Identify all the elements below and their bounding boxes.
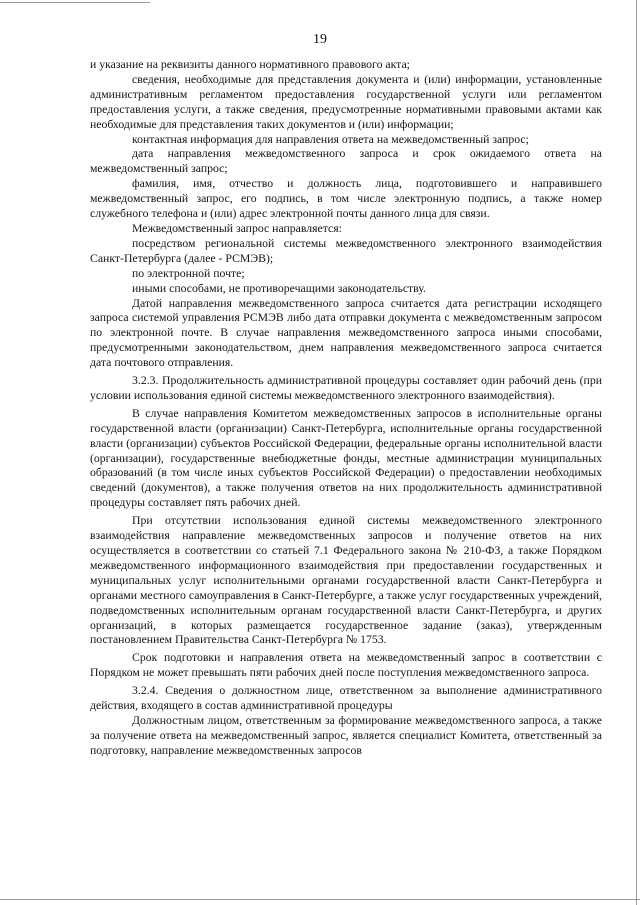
- paragraph: контактная информация для направления ответа на межведомственный запрос;: [132, 132, 529, 146]
- paragraph: по электронной почте;: [132, 266, 245, 280]
- paragraph: 3.2.4. Сведения о должностном лице, ответственном за выполнение административного действия, входящего в состав административной процедуры: [90, 684, 602, 713]
- paragraph: дата направления межведомственного запроса и срок ожидаемого ответа на межведомственный запрос;: [90, 147, 602, 176]
- paragraph: 3.2.3. Продолжительность административной процедуры составляет один рабочий день (при условии использования единой системы межведомственного электронного взаимодействия).: [90, 374, 602, 402]
- paragraph: сведения, необходимые для представления документа и (или) информации, установленные административным регламентом предоставления государственной услуги или регламентом предоставления услуги, а также сведения, предусмотренные нормативными правовыми актами как необходимые для представления таких документов и (или) информации;: [90, 72, 602, 131]
- paragraph: и указание на реквизиты данного нормативного правового акта;: [90, 58, 410, 71]
- scan-edge-bottom: [0, 899, 640, 900]
- paragraph: Должностным лицом, ответственным за формирование межведомственного запроса, а также за получение ответа на межведомственный запрос, является специалист Комитета, ответственный за подготовку, направление межведомственных запросов: [90, 713, 602, 757]
- paragraph: Межведомственный запрос направляется:: [132, 221, 342, 235]
- page-number: 19: [313, 32, 327, 47]
- document-body: [90, 58, 602, 759]
- scan-edge-top: [0, 2, 150, 3]
- paragraph: Датой направления межведомственного запроса считается дата регистрации исходящего запроса системой управления РСМЭВ либо дата отправки документа с межведомственным запросом по электронной почте. В случае направления межведомственного запроса иными способами, предусмотренными законодательством, днем направления межведомственного запроса считается дата почтового отправления.: [90, 296, 602, 370]
- paragraph: Срок подготовки и направления ответа на межведомственный запрос в соответствии с Порядком не может превышать пяти рабочих дней после поступления межведомственного запроса.: [90, 651, 602, 680]
- scan-edge-right: [636, 0, 637, 905]
- paragraph: посредством региональной системы межведомственного электронного взаимодействия Санкт-Петербурга (далее - РСМЭВ);: [90, 236, 602, 265]
- paragraph: В случае направления Комитетом межведомственных запросов в исполнительные органы государственной власти (организации) Санкт-Петербурга, исполнительные органы государственной власти (организации) субъектов Российской Федерации, федеральные органы исполнительной власти (организации), государственные внебюджетные фонды, местные администрации муниципальных образований (в том числе иных субъектов Российской Федерации) о предоставлении необходимых сведений (документов), а также получения ответов на них продолжительность административной процедуры составляет пять рабочих дней.: [90, 406, 602, 510]
- paragraph: иными способами, не противоречащими законодательству.: [132, 281, 426, 295]
- paragraph: фамилия, имя, отчество и должность лица, подготовившего и направившего межведомственный запрос, его подпись, в том числе электронную подпись, а также номер служебного телефона и (или) адрес электронной почты данного лица для связи.: [90, 177, 602, 221]
- paragraph: При отсутствии использования единой системы межведомственного электронного взаимодействия направление межведомственных запросов и получение ответов на них осуществляется в соответствии со статьей 7.1 Федерального закона № 210-ФЗ, а также Порядком межведомственного информационного взаимодействия при предоставлении государственных и муниципальных услуг исполнительными органами государственной власти Санкт-Петербурга и органами местного самоуправления в Санкт-Петербурге, а также услуг государственных учреждений, подведомственных исполнительным органам государственной власти Санкт-Петербурга, и других организаций, в которых размещается государственное задание (заказ), утвержденным постановлением Правительства Санкт-Петербурга № 1753.: [90, 514, 602, 647]
